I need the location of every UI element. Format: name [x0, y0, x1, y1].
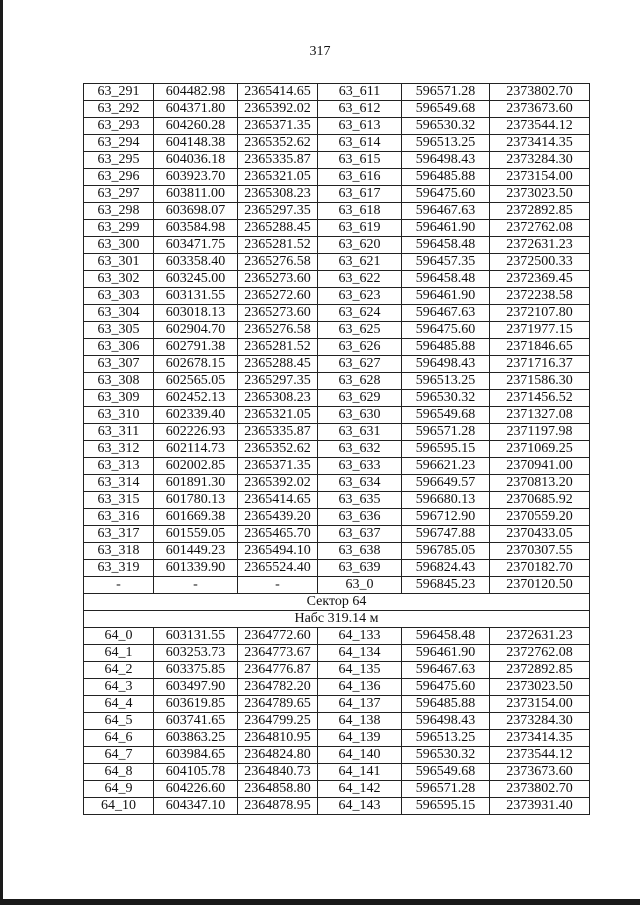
sector-64-rows [84, 628, 590, 815]
table-row [84, 679, 590, 696]
table-cell: 64_8 [84, 764, 154, 781]
table-cell: 596595.15 [402, 798, 490, 815]
table-cell: 63_298 [84, 203, 154, 220]
table-row [84, 169, 590, 186]
table-cell: 63_619 [318, 220, 402, 237]
table-row [84, 152, 590, 169]
table-cell: 603811.00 [154, 186, 238, 203]
table-cell: 2365281.52 [238, 339, 318, 356]
table-cell: 63_313 [84, 458, 154, 475]
table-cell: 2372892.85 [490, 203, 590, 220]
table-cell: 603131.55 [154, 288, 238, 305]
table-cell: 2371456.52 [490, 390, 590, 407]
table-cell: 596680.13 [402, 492, 490, 509]
table-cell: 63_614 [318, 135, 402, 152]
table-cell: 63_628 [318, 373, 402, 390]
table-cell: 63_293 [84, 118, 154, 135]
table-row [84, 288, 590, 305]
coordinates-table [83, 83, 590, 815]
table-cell: 596595.15 [402, 441, 490, 458]
table-cell: 63_626 [318, 339, 402, 356]
table-cell: 63_634 [318, 475, 402, 492]
table-cell: 596549.68 [402, 764, 490, 781]
table-cell: 2373544.12 [490, 747, 590, 764]
table-row [84, 645, 590, 662]
table-cell: 603863.25 [154, 730, 238, 747]
table-cell: 64_10 [84, 798, 154, 815]
table-row [84, 747, 590, 764]
table-cell: 2370120.50 [490, 577, 590, 594]
table-cell: 63_310 [84, 407, 154, 424]
table-cell: 63_622 [318, 271, 402, 288]
table-cell: 603984.65 [154, 747, 238, 764]
table-cell: 2372369.45 [490, 271, 590, 288]
sector-63-rows [84, 84, 590, 594]
table-cell: 2371327.08 [490, 407, 590, 424]
table-cell: 2373931.40 [490, 798, 590, 815]
table-cell: 596530.32 [402, 118, 490, 135]
table-cell: 2365308.23 [238, 186, 318, 203]
table-cell: 2365321.05 [238, 169, 318, 186]
table-row [84, 407, 590, 424]
table-cell: 2373154.00 [490, 169, 590, 186]
table-cell: 602114.73 [154, 441, 238, 458]
table-cell: 601559.05 [154, 526, 238, 543]
table-cell: 2371716.37 [490, 356, 590, 373]
table-cell: 63_620 [318, 237, 402, 254]
table-cell: 596461.90 [402, 645, 490, 662]
table-cell: 63_302 [84, 271, 154, 288]
table-row [84, 254, 590, 271]
table-cell: 601669.38 [154, 509, 238, 526]
table-cell: 63_0 [318, 577, 402, 594]
table-cell: 2365276.58 [238, 254, 318, 271]
table-cell: 2365321.05 [238, 407, 318, 424]
table-cell: 596845.23 [402, 577, 490, 594]
table-cell: 63_301 [84, 254, 154, 271]
table-cell: 63_303 [84, 288, 154, 305]
table-cell: 63_611 [318, 84, 402, 101]
table-cell: 596485.88 [402, 696, 490, 713]
table-cell: 2365273.60 [238, 305, 318, 322]
table-cell: 63_613 [318, 118, 402, 135]
table-cell: 596824.43 [402, 560, 490, 577]
table-cell: 596467.63 [402, 305, 490, 322]
table-cell: 63_311 [84, 424, 154, 441]
table-cell: 2373284.30 [490, 152, 590, 169]
table-row [84, 560, 590, 577]
page-number: 317 [309, 44, 331, 59]
table-row [84, 798, 590, 815]
table-row [84, 305, 590, 322]
scan-edge [0, 0, 3, 905]
table-cell: 603584.98 [154, 220, 238, 237]
sector-height: Набс 319.14 м [84, 611, 590, 628]
table-cell: 2365288.45 [238, 356, 318, 373]
table-cell: 2372762.08 [490, 220, 590, 237]
table-row [84, 577, 590, 594]
table-cell: 63_300 [84, 237, 154, 254]
table-cell: 63_317 [84, 526, 154, 543]
table-cell: 2364772.60 [238, 628, 318, 645]
table-cell: 603253.73 [154, 645, 238, 662]
table-cell: 63_625 [318, 322, 402, 339]
table-cell: 596621.23 [402, 458, 490, 475]
table-cell: 2371069.25 [490, 441, 590, 458]
table-cell: 603497.90 [154, 679, 238, 696]
table-cell: 2365371.35 [238, 118, 318, 135]
table-cell: 2370813.20 [490, 475, 590, 492]
table-cell: 2365288.45 [238, 220, 318, 237]
table-cell: 2373414.35 [490, 135, 590, 152]
table-cell: 63_319 [84, 560, 154, 577]
table-cell: 2365392.02 [238, 475, 318, 492]
table-cell: 63_292 [84, 101, 154, 118]
table-cell: 2370685.92 [490, 492, 590, 509]
table-row [84, 101, 590, 118]
table-cell: 604347.10 [154, 798, 238, 815]
table-cell: 2371586.30 [490, 373, 590, 390]
table-cell: 64_135 [318, 662, 402, 679]
table-cell: 2373673.60 [490, 101, 590, 118]
table-cell: 63_627 [318, 356, 402, 373]
table-row [84, 118, 590, 135]
table-cell: 604105.78 [154, 764, 238, 781]
table-cell: 2365371.35 [238, 458, 318, 475]
table-cell: 63_295 [84, 152, 154, 169]
table-cell: 2372107.80 [490, 305, 590, 322]
table-cell: 2372238.58 [490, 288, 590, 305]
table-cell: 2365297.35 [238, 373, 318, 390]
table-cell: 2365414.65 [238, 84, 318, 101]
table-cell: 596513.25 [402, 730, 490, 747]
table-row [84, 713, 590, 730]
table-cell: 2372631.23 [490, 628, 590, 645]
table-cell: 602904.70 [154, 322, 238, 339]
table-cell: 596458.48 [402, 271, 490, 288]
table-cell: 2365297.35 [238, 203, 318, 220]
table-row [84, 84, 590, 101]
table-cell: 2372762.08 [490, 645, 590, 662]
table-row [84, 730, 590, 747]
table-cell: 596461.90 [402, 220, 490, 237]
table-cell: 2364776.87 [238, 662, 318, 679]
table-cell: 596649.57 [402, 475, 490, 492]
table-cell: 2365273.60 [238, 271, 318, 288]
table-cell: 2365308.23 [238, 390, 318, 407]
table-cell: 2370433.05 [490, 526, 590, 543]
table-cell: 2364789.65 [238, 696, 318, 713]
table-cell: 63_305 [84, 322, 154, 339]
table-cell: 64_136 [318, 679, 402, 696]
table-cell: 2372892.85 [490, 662, 590, 679]
table-cell: 601449.23 [154, 543, 238, 560]
table-cell: 603619.85 [154, 696, 238, 713]
table-cell: 596498.43 [402, 713, 490, 730]
table-cell: 64_133 [318, 628, 402, 645]
table-cell: 596571.28 [402, 424, 490, 441]
table-cell: 63_632 [318, 441, 402, 458]
table-cell: 2365465.70 [238, 526, 318, 543]
table-cell: 596530.32 [402, 390, 490, 407]
table-row [84, 475, 590, 492]
table-cell: 2364810.95 [238, 730, 318, 747]
table-cell: 2370307.55 [490, 543, 590, 560]
table-cell: 596475.60 [402, 679, 490, 696]
table-cell: 64_2 [84, 662, 154, 679]
table-cell: 596549.68 [402, 407, 490, 424]
table-cell: 603358.40 [154, 254, 238, 271]
table-row [84, 356, 590, 373]
table-cell: 604226.60 [154, 781, 238, 798]
table-cell: 63_307 [84, 356, 154, 373]
table-row [84, 203, 590, 220]
table-cell: 64_0 [84, 628, 154, 645]
table-cell: 604260.28 [154, 118, 238, 135]
table-cell: 64_137 [318, 696, 402, 713]
table-cell: 596475.60 [402, 186, 490, 203]
table-row [84, 271, 590, 288]
table-cell: 2372500.33 [490, 254, 590, 271]
table-cell: 596461.90 [402, 288, 490, 305]
table-cell: 63_629 [318, 390, 402, 407]
table-cell: 596475.60 [402, 322, 490, 339]
table-cell: 64_6 [84, 730, 154, 747]
table-cell: 2373802.70 [490, 84, 590, 101]
table-cell: 2364799.25 [238, 713, 318, 730]
table-cell: 2371197.98 [490, 424, 590, 441]
table-cell: 64_138 [318, 713, 402, 730]
table-cell: 596513.25 [402, 135, 490, 152]
table-cell: 2365335.87 [238, 152, 318, 169]
table-row [84, 781, 590, 798]
table-cell: 596571.28 [402, 84, 490, 101]
table-cell: 596498.43 [402, 152, 490, 169]
table-cell: 2365414.65 [238, 492, 318, 509]
table-cell: 2365524.40 [238, 560, 318, 577]
table-row [84, 543, 590, 560]
table-cell: 2373023.50 [490, 186, 590, 203]
table-row [84, 339, 590, 356]
table-cell: 2365439.20 [238, 509, 318, 526]
table-cell: 603741.65 [154, 713, 238, 730]
table-cell: 2373154.00 [490, 696, 590, 713]
table-cell: 596467.63 [402, 662, 490, 679]
table-cell: 63_291 [84, 84, 154, 101]
table-cell: 2365335.87 [238, 424, 318, 441]
table-cell: 2370182.70 [490, 560, 590, 577]
table-cell: 63_639 [318, 560, 402, 577]
table-cell: 2364840.73 [238, 764, 318, 781]
table-cell: 64_7 [84, 747, 154, 764]
table-cell: 602226.93 [154, 424, 238, 441]
table-cell: 596458.48 [402, 628, 490, 645]
table-cell: 63_630 [318, 407, 402, 424]
table-cell: 2365276.58 [238, 322, 318, 339]
table-cell: 63_618 [318, 203, 402, 220]
table-row [84, 424, 590, 441]
table-row [84, 220, 590, 237]
table-cell: 596467.63 [402, 203, 490, 220]
table-cell: 2365272.60 [238, 288, 318, 305]
table-cell: - [154, 577, 238, 594]
table-cell: 63_616 [318, 169, 402, 186]
table-cell: 63_621 [318, 254, 402, 271]
table-cell: 596785.05 [402, 543, 490, 560]
table-cell: 604148.38 [154, 135, 238, 152]
table-cell: 601339.90 [154, 560, 238, 577]
table-cell: 604036.18 [154, 152, 238, 169]
table-cell: 63_308 [84, 373, 154, 390]
table-cell: 63_638 [318, 543, 402, 560]
table-cell: 63_297 [84, 186, 154, 203]
table-cell: 63_617 [318, 186, 402, 203]
table-row [84, 237, 590, 254]
table-cell: 2373544.12 [490, 118, 590, 135]
table-cell: 596458.48 [402, 237, 490, 254]
table-cell: 64_140 [318, 747, 402, 764]
table-cell: 604482.98 [154, 84, 238, 101]
table-cell: 64_139 [318, 730, 402, 747]
table-cell: 63_314 [84, 475, 154, 492]
table-cell: 63_612 [318, 101, 402, 118]
table-cell: 2365352.62 [238, 135, 318, 152]
table-cell: 2364824.80 [238, 747, 318, 764]
table-row [84, 186, 590, 203]
table-cell: 2373284.30 [490, 713, 590, 730]
table-cell: 64_141 [318, 764, 402, 781]
sector-64-header [84, 594, 590, 628]
table-cell: 596513.25 [402, 373, 490, 390]
table-row [84, 322, 590, 339]
table-cell: 64_9 [84, 781, 154, 798]
table-cell: 63_318 [84, 543, 154, 560]
table-cell: 63_631 [318, 424, 402, 441]
table-cell: 63_306 [84, 339, 154, 356]
table-cell: 63_312 [84, 441, 154, 458]
table-cell: 603131.55 [154, 628, 238, 645]
table-row [84, 458, 590, 475]
table-cell: 603923.70 [154, 169, 238, 186]
table-cell: 596712.90 [402, 509, 490, 526]
table-cell: 2364858.80 [238, 781, 318, 798]
table-cell: 603375.85 [154, 662, 238, 679]
table-cell: 596485.88 [402, 169, 490, 186]
table-row [84, 135, 590, 152]
table-cell: 596571.28 [402, 781, 490, 798]
table-cell: 2370941.00 [490, 458, 590, 475]
table-cell: 601891.30 [154, 475, 238, 492]
table-row [84, 390, 590, 407]
table-cell: 2372631.23 [490, 237, 590, 254]
table-cell: 63_624 [318, 305, 402, 322]
table-cell: 603245.00 [154, 271, 238, 288]
table-cell: 63_316 [84, 509, 154, 526]
table-cell: 2364782.20 [238, 679, 318, 696]
table-cell: 602339.40 [154, 407, 238, 424]
table-cell: 603018.13 [154, 305, 238, 322]
table-cell: 2373023.50 [490, 679, 590, 696]
table-cell: 64_3 [84, 679, 154, 696]
table-cell: 63_315 [84, 492, 154, 509]
table-cell: 602565.05 [154, 373, 238, 390]
table-cell: 64_1 [84, 645, 154, 662]
table-row [84, 492, 590, 509]
table-cell: 2370559.20 [490, 509, 590, 526]
table-cell: 64_143 [318, 798, 402, 815]
table-cell: 2373414.35 [490, 730, 590, 747]
table-row [84, 628, 590, 645]
table-cell: 596457.35 [402, 254, 490, 271]
table-cell: 596498.43 [402, 356, 490, 373]
table-cell: 63_615 [318, 152, 402, 169]
table-row [84, 441, 590, 458]
table-cell: 63_296 [84, 169, 154, 186]
table-cell: 2365281.52 [238, 237, 318, 254]
table-cell: 2364878.95 [238, 798, 318, 815]
table-row [84, 526, 590, 543]
table-cell: 2373673.60 [490, 764, 590, 781]
table-cell: 63_294 [84, 135, 154, 152]
table-cell: 2364773.67 [238, 645, 318, 662]
table-cell: 63_633 [318, 458, 402, 475]
sector-title: Сектор 64 [84, 594, 590, 611]
table-cell: 64_5 [84, 713, 154, 730]
table-row [84, 509, 590, 526]
table-cell: 64_142 [318, 781, 402, 798]
table-cell: 604371.80 [154, 101, 238, 118]
table-cell: 63_304 [84, 305, 154, 322]
table-cell: 63_299 [84, 220, 154, 237]
table-cell: 602678.15 [154, 356, 238, 373]
table-cell: 64_134 [318, 645, 402, 662]
table-cell: 601780.13 [154, 492, 238, 509]
table-cell: 2371846.65 [490, 339, 590, 356]
table-cell: - [84, 577, 154, 594]
table-cell: 63_623 [318, 288, 402, 305]
table-cell: 602791.38 [154, 339, 238, 356]
table-cell: 63_309 [84, 390, 154, 407]
table-row [84, 662, 590, 679]
scan-bottom-edge [0, 899, 640, 905]
table-cell: 63_636 [318, 509, 402, 526]
table-cell: 2365352.62 [238, 441, 318, 458]
table-cell: 603698.07 [154, 203, 238, 220]
table-cell: 602002.85 [154, 458, 238, 475]
table-cell: 2373802.70 [490, 781, 590, 798]
table-cell: 63_635 [318, 492, 402, 509]
table-cell: 2365494.10 [238, 543, 318, 560]
table-cell: 602452.13 [154, 390, 238, 407]
table-cell: - [238, 577, 318, 594]
table-cell: 64_4 [84, 696, 154, 713]
table-cell: 596530.32 [402, 747, 490, 764]
table-cell: 2365392.02 [238, 101, 318, 118]
table-cell: 2371977.15 [490, 322, 590, 339]
table-cell: 596549.68 [402, 101, 490, 118]
table-cell: 596485.88 [402, 339, 490, 356]
table-cell: 63_637 [318, 526, 402, 543]
table-row [84, 764, 590, 781]
table-cell: 596747.88 [402, 526, 490, 543]
table-row [84, 373, 590, 390]
table-row [84, 696, 590, 713]
table-cell: 603471.75 [154, 237, 238, 254]
